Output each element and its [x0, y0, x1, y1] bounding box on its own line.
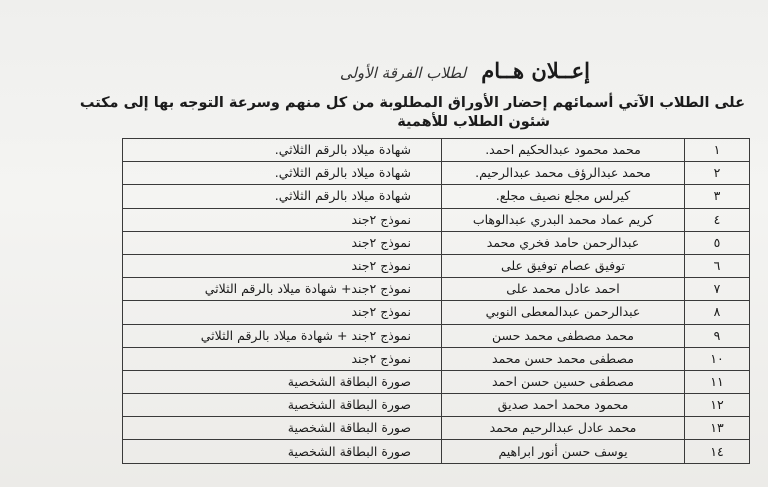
- table-row: [123, 208, 750, 231]
- row-number: ٥: [685, 231, 750, 254]
- required-documents: شهادة ميلاد بالرقم الثلاثي.: [123, 162, 442, 185]
- table-row: [123, 370, 750, 393]
- student-name: محمد مصطفى محمد حسن: [442, 324, 685, 347]
- student-name: احمد عادل محمد على: [442, 278, 685, 301]
- required-documents: نموذج ٢جند: [123, 301, 442, 324]
- student-name: توفيق عصام توفيق على: [442, 254, 685, 277]
- table-row: [123, 139, 750, 162]
- table-row: [123, 394, 750, 417]
- students-table: [122, 138, 750, 464]
- required-documents: صورة البطاقة الشخصية: [123, 417, 442, 440]
- table-row: [123, 417, 750, 440]
- row-number: ١٢: [685, 394, 750, 417]
- required-documents: نموذج ٢جند: [123, 231, 442, 254]
- announcement-title: إعــلان هــام: [481, 58, 590, 83]
- student-name: محمد عبدالرؤف محمد عبدالرحيم.: [442, 162, 685, 185]
- student-name: محمد محمود عبدالحكيم احمد.: [442, 139, 685, 162]
- required-documents: صورة البطاقة الشخصية: [123, 440, 442, 463]
- required-documents: شهادة ميلاد بالرقم الثلاثي.: [123, 185, 442, 208]
- student-name: عبدالرحمن عبدالمعطى النوبي: [442, 301, 685, 324]
- row-number: ١٠: [685, 347, 750, 370]
- table-row: [123, 324, 750, 347]
- table-row: [123, 301, 750, 324]
- announcement-subtitle: لطلاب الفرقة الأولى: [339, 64, 467, 82]
- row-number: ١١: [685, 370, 750, 393]
- student-name: محمود محمد احمد صديق: [442, 394, 685, 417]
- required-documents: نموذج ٢جند: [123, 254, 442, 277]
- table-row: [123, 254, 750, 277]
- table-row: [123, 185, 750, 208]
- table-row: [123, 278, 750, 301]
- table-row: [123, 347, 750, 370]
- student-name: كيرلس مجلع نصيف مجلع.: [442, 185, 685, 208]
- row-number: ٧: [685, 278, 750, 301]
- student-name: يوسف حسن أنور ابراهيم: [442, 440, 685, 463]
- student-name: عبدالرحمن حامد فخري محمد: [442, 231, 685, 254]
- intro-line-2: شئون الطلاب للأهمية: [397, 114, 550, 130]
- required-documents: نموذج ٢جند+ شهادة ميلاد بالرقم الثلاثي: [123, 278, 442, 301]
- intro-line-1: على الطلاب الآتي أسمائهم إحضار الأوراق المطلوبة من كل منهم وسرعة التوجه بها إلى مكتب: [79, 95, 745, 111]
- row-number: ٤: [685, 208, 750, 231]
- intro-paragraph: [79, 94, 745, 132]
- row-number: ٢: [685, 162, 750, 185]
- student-name: محمد عادل عبدالرحيم محمد: [442, 417, 685, 440]
- announcement-heading: [250, 58, 590, 83]
- row-number: ٨: [685, 301, 750, 324]
- required-documents: نموذج ٢جند: [123, 347, 442, 370]
- required-documents: نموذج ٢جند + شهادة ميلاد بالرقم الثلاثي: [123, 324, 442, 347]
- student-name: كريم عماد محمد البدري عبدالوهاب: [442, 208, 685, 231]
- row-number: ٩: [685, 324, 750, 347]
- required-documents: نموذج ٢جند: [123, 208, 442, 231]
- row-number: ١: [685, 139, 750, 162]
- row-number: ١٣: [685, 417, 750, 440]
- row-number: ٣: [685, 185, 750, 208]
- student-name: مصطفى حسين حسن احمد: [442, 370, 685, 393]
- table-row: [123, 162, 750, 185]
- required-documents: صورة البطاقة الشخصية: [123, 370, 442, 393]
- row-number: ٦: [685, 254, 750, 277]
- required-documents: صورة البطاقة الشخصية: [123, 394, 442, 417]
- required-documents: شهادة ميلاد بالرقم الثلاثي.: [123, 139, 442, 162]
- row-number: ١٤: [685, 440, 750, 463]
- table-row: [123, 231, 750, 254]
- table-row: [123, 440, 750, 463]
- student-name: مصطفى محمد حسن محمد: [442, 347, 685, 370]
